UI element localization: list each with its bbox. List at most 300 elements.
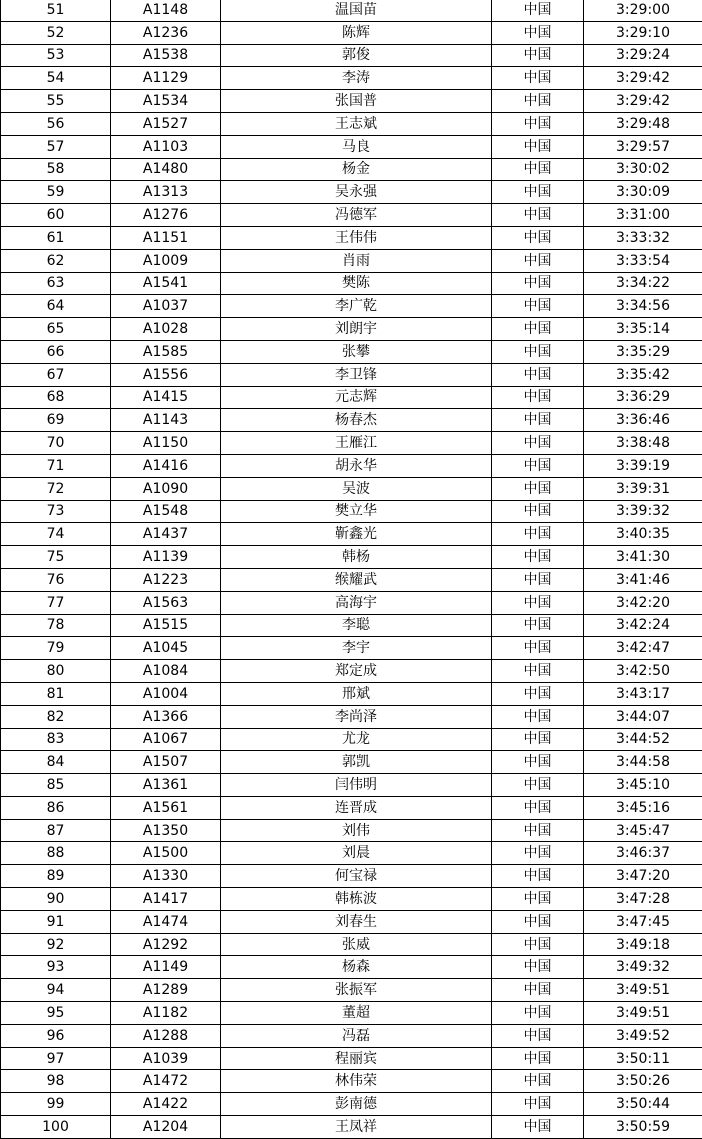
country-cell: 中国 <box>492 819 584 842</box>
table-row <box>1 660 702 683</box>
table-row <box>1 888 702 911</box>
country-cell: 中国 <box>492 363 584 386</box>
bib-cell: A1009 <box>111 249 221 272</box>
table-row <box>1 1093 702 1116</box>
table-row <box>1 112 702 135</box>
table-row <box>1 682 702 705</box>
country-cell: 中国 <box>492 546 584 569</box>
time-cell: 3:49:18 <box>584 933 702 956</box>
rank-cell: 51 <box>1 0 111 21</box>
country-cell: 中国 <box>492 44 584 67</box>
rank-cell: 81 <box>1 682 111 705</box>
bib-cell: A1527 <box>111 112 221 135</box>
country-cell: 中国 <box>492 1093 584 1116</box>
time-cell: 3:47:45 <box>584 910 702 933</box>
country-cell: 中国 <box>492 660 584 683</box>
country-cell: 中国 <box>492 523 584 546</box>
rank-cell: 63 <box>1 272 111 295</box>
bib-cell: A1561 <box>111 796 221 819</box>
name-cell: 李宇 <box>221 637 492 660</box>
country-cell: 中国 <box>492 477 584 500</box>
name-cell: 张振军 <box>221 979 492 1002</box>
bib-cell: A1129 <box>111 67 221 90</box>
time-cell: 3:42:20 <box>584 591 702 614</box>
rank-cell: 67 <box>1 363 111 386</box>
table-row <box>1 181 702 204</box>
rank-cell: 69 <box>1 409 111 432</box>
time-cell: 3:33:54 <box>584 249 702 272</box>
name-cell: 刘伟 <box>221 819 492 842</box>
country-cell: 中国 <box>492 568 584 591</box>
table-row <box>1 386 702 409</box>
bib-cell: A1366 <box>111 705 221 728</box>
time-cell: 3:29:24 <box>584 44 702 67</box>
bib-cell: A1037 <box>111 295 221 318</box>
time-cell: 3:30:02 <box>584 158 702 181</box>
name-cell: 连晋成 <box>221 796 492 819</box>
time-cell: 3:49:51 <box>584 979 702 1002</box>
time-cell: 3:45:16 <box>584 796 702 819</box>
country-cell: 中国 <box>492 1002 584 1025</box>
rank-cell: 72 <box>1 477 111 500</box>
rank-cell: 98 <box>1 1070 111 1093</box>
results-table-body <box>1 0 702 1138</box>
country-cell: 中国 <box>492 705 584 728</box>
bib-cell: A1563 <box>111 591 221 614</box>
table-row <box>1 591 702 614</box>
bib-cell: A1534 <box>111 90 221 113</box>
time-cell: 3:44:07 <box>584 705 702 728</box>
rank-cell: 94 <box>1 979 111 1002</box>
rank-cell: 56 <box>1 112 111 135</box>
bib-cell: A1103 <box>111 135 221 158</box>
table-row <box>1 90 702 113</box>
table-row <box>1 842 702 865</box>
name-cell: 温国苗 <box>221 0 492 21</box>
time-cell: 3:47:28 <box>584 888 702 911</box>
bib-cell: A1538 <box>111 44 221 67</box>
rank-cell: 64 <box>1 295 111 318</box>
country-cell: 中国 <box>492 728 584 751</box>
bib-cell: A1289 <box>111 979 221 1002</box>
time-cell: 3:44:58 <box>584 751 702 774</box>
bib-cell: A1548 <box>111 500 221 523</box>
time-cell: 3:39:32 <box>584 500 702 523</box>
country-cell: 中国 <box>492 181 584 204</box>
country-cell: 中国 <box>492 318 584 341</box>
name-cell: 闫伟明 <box>221 774 492 797</box>
name-cell: 吴波 <box>221 477 492 500</box>
time-cell: 3:49:32 <box>584 956 702 979</box>
rank-cell: 87 <box>1 819 111 842</box>
time-cell: 3:50:59 <box>584 1116 702 1139</box>
table-row <box>1 956 702 979</box>
name-cell: 郭凯 <box>221 751 492 774</box>
bib-cell: A1415 <box>111 386 221 409</box>
country-cell: 中国 <box>492 1024 584 1047</box>
rank-cell: 89 <box>1 865 111 888</box>
country-cell: 中国 <box>492 774 584 797</box>
name-cell: 肖雨 <box>221 249 492 272</box>
time-cell: 3:45:47 <box>584 819 702 842</box>
country-cell: 中国 <box>492 295 584 318</box>
country-cell: 中国 <box>492 90 584 113</box>
country-cell: 中国 <box>492 888 584 911</box>
table-row <box>1 477 702 500</box>
table-row <box>1 318 702 341</box>
name-cell: 郭俊 <box>221 44 492 67</box>
rank-cell: 79 <box>1 637 111 660</box>
name-cell: 李尚泽 <box>221 705 492 728</box>
country-cell: 中国 <box>492 500 584 523</box>
table-row <box>1 774 702 797</box>
bib-cell: A1090 <box>111 477 221 500</box>
bib-cell: A1474 <box>111 910 221 933</box>
table-row <box>1 910 702 933</box>
time-cell: 3:34:22 <box>584 272 702 295</box>
country-cell: 中国 <box>492 682 584 705</box>
table-row <box>1 1002 702 1025</box>
time-cell: 3:29:00 <box>584 0 702 21</box>
table-row <box>1 226 702 249</box>
rank-cell: 53 <box>1 44 111 67</box>
time-cell: 3:30:09 <box>584 181 702 204</box>
bib-cell: A1204 <box>111 1116 221 1139</box>
time-cell: 3:35:14 <box>584 318 702 341</box>
table-row <box>1 979 702 1002</box>
name-cell: 李卫锋 <box>221 363 492 386</box>
name-cell: 杨春杰 <box>221 409 492 432</box>
rank-cell: 75 <box>1 546 111 569</box>
rank-cell: 100 <box>1 1116 111 1139</box>
name-cell: 林伟荣 <box>221 1070 492 1093</box>
time-cell: 3:31:00 <box>584 204 702 227</box>
rank-cell: 54 <box>1 67 111 90</box>
table-row <box>1 1047 702 1070</box>
bib-cell: A1361 <box>111 774 221 797</box>
table-row <box>1 363 702 386</box>
time-cell: 3:45:10 <box>584 774 702 797</box>
country-cell: 中国 <box>492 637 584 660</box>
time-cell: 3:40:35 <box>584 523 702 546</box>
rank-cell: 82 <box>1 705 111 728</box>
name-cell: 尤龙 <box>221 728 492 751</box>
country-cell: 中国 <box>492 158 584 181</box>
time-cell: 3:29:10 <box>584 21 702 44</box>
name-cell: 冯德军 <box>221 204 492 227</box>
table-row <box>1 523 702 546</box>
rank-cell: 74 <box>1 523 111 546</box>
time-cell: 3:46:37 <box>584 842 702 865</box>
rank-cell: 58 <box>1 158 111 181</box>
name-cell: 樊立华 <box>221 500 492 523</box>
name-cell: 王雁江 <box>221 432 492 455</box>
time-cell: 3:49:51 <box>584 1002 702 1025</box>
name-cell: 程丽宾 <box>221 1047 492 1070</box>
country-cell: 中国 <box>492 0 584 21</box>
bib-cell: A1039 <box>111 1047 221 1070</box>
bib-cell: A1480 <box>111 158 221 181</box>
bib-cell: A1236 <box>111 21 221 44</box>
rank-cell: 85 <box>1 774 111 797</box>
rank-cell: 83 <box>1 728 111 751</box>
name-cell: 李涛 <box>221 67 492 90</box>
bib-cell: A1437 <box>111 523 221 546</box>
rank-cell: 96 <box>1 1024 111 1047</box>
country-cell: 中国 <box>492 340 584 363</box>
table-row <box>1 1116 702 1139</box>
bib-cell: A1151 <box>111 226 221 249</box>
country-cell: 中国 <box>492 386 584 409</box>
name-cell: 李广乾 <box>221 295 492 318</box>
time-cell: 3:44:52 <box>584 728 702 751</box>
time-cell: 3:42:24 <box>584 614 702 637</box>
name-cell: 韩栋波 <box>221 888 492 911</box>
time-cell: 3:47:20 <box>584 865 702 888</box>
bib-cell: A1585 <box>111 340 221 363</box>
name-cell: 杨森 <box>221 956 492 979</box>
time-cell: 3:41:30 <box>584 546 702 569</box>
bib-cell: A1067 <box>111 728 221 751</box>
time-cell: 3:50:26 <box>584 1070 702 1093</box>
bib-cell: A1084 <box>111 660 221 683</box>
rank-cell: 77 <box>1 591 111 614</box>
name-cell: 何宝禄 <box>221 865 492 888</box>
rank-cell: 84 <box>1 751 111 774</box>
country-cell: 中国 <box>492 591 584 614</box>
table-row <box>1 1024 702 1047</box>
time-cell: 3:36:46 <box>584 409 702 432</box>
rank-cell: 70 <box>1 432 111 455</box>
table-row <box>1 272 702 295</box>
bib-cell: A1150 <box>111 432 221 455</box>
table-row <box>1 158 702 181</box>
rank-cell: 62 <box>1 249 111 272</box>
country-cell: 中国 <box>492 910 584 933</box>
bib-cell: A1330 <box>111 865 221 888</box>
rank-cell: 60 <box>1 204 111 227</box>
name-cell: 樊陈 <box>221 272 492 295</box>
table-row <box>1 546 702 569</box>
name-cell: 元志辉 <box>221 386 492 409</box>
country-cell: 中国 <box>492 21 584 44</box>
name-cell: 刘朗宇 <box>221 318 492 341</box>
time-cell: 3:42:47 <box>584 637 702 660</box>
name-cell: 缑耀武 <box>221 568 492 591</box>
rank-cell: 59 <box>1 181 111 204</box>
rank-cell: 65 <box>1 318 111 341</box>
country-cell: 中国 <box>492 409 584 432</box>
bib-cell: A1416 <box>111 454 221 477</box>
table-row <box>1 865 702 888</box>
name-cell: 杨金 <box>221 158 492 181</box>
country-cell: 中国 <box>492 135 584 158</box>
name-cell: 韩杨 <box>221 546 492 569</box>
time-cell: 3:29:42 <box>584 67 702 90</box>
bib-cell: A1292 <box>111 933 221 956</box>
rank-cell: 93 <box>1 956 111 979</box>
time-cell: 3:29:57 <box>584 135 702 158</box>
bib-cell: A1223 <box>111 568 221 591</box>
bib-cell: A1472 <box>111 1070 221 1093</box>
table-row <box>1 728 702 751</box>
rank-cell: 52 <box>1 21 111 44</box>
rank-cell: 68 <box>1 386 111 409</box>
bib-cell: A1276 <box>111 204 221 227</box>
bib-cell: A1515 <box>111 614 221 637</box>
table-row <box>1 135 702 158</box>
table-row <box>1 819 702 842</box>
country-cell: 中国 <box>492 1070 584 1093</box>
country-cell: 中国 <box>492 226 584 249</box>
rank-cell: 91 <box>1 910 111 933</box>
bib-cell: A1182 <box>111 1002 221 1025</box>
rank-cell: 90 <box>1 888 111 911</box>
time-cell: 3:42:50 <box>584 660 702 683</box>
name-cell: 王伟伟 <box>221 226 492 249</box>
country-cell: 中国 <box>492 432 584 455</box>
name-cell: 李聪 <box>221 614 492 637</box>
bib-cell: A1148 <box>111 0 221 21</box>
name-cell: 张威 <box>221 933 492 956</box>
name-cell: 王凤祥 <box>221 1116 492 1139</box>
time-cell: 3:29:48 <box>584 112 702 135</box>
name-cell: 高海宇 <box>221 591 492 614</box>
rank-cell: 71 <box>1 454 111 477</box>
table-row <box>1 614 702 637</box>
name-cell: 彭南德 <box>221 1093 492 1116</box>
time-cell: 3:29:42 <box>584 90 702 113</box>
name-cell: 郑定成 <box>221 660 492 683</box>
table-row <box>1 0 702 21</box>
time-cell: 3:33:32 <box>584 226 702 249</box>
table-row <box>1 500 702 523</box>
bib-cell: A1004 <box>111 682 221 705</box>
time-cell: 3:34:56 <box>584 295 702 318</box>
country-cell: 中国 <box>492 865 584 888</box>
table-row <box>1 67 702 90</box>
name-cell: 刘晨 <box>221 842 492 865</box>
bib-cell: A1350 <box>111 819 221 842</box>
table-row <box>1 933 702 956</box>
rank-cell: 86 <box>1 796 111 819</box>
country-cell: 中国 <box>492 751 584 774</box>
table-row <box>1 705 702 728</box>
name-cell: 董超 <box>221 1002 492 1025</box>
time-cell: 3:36:29 <box>584 386 702 409</box>
time-cell: 3:39:31 <box>584 477 702 500</box>
rank-cell: 55 <box>1 90 111 113</box>
country-cell: 中国 <box>492 842 584 865</box>
time-cell: 3:50:44 <box>584 1093 702 1116</box>
name-cell: 陈辉 <box>221 21 492 44</box>
bib-cell: A1139 <box>111 546 221 569</box>
rank-cell: 80 <box>1 660 111 683</box>
country-cell: 中国 <box>492 979 584 1002</box>
country-cell: 中国 <box>492 1116 584 1139</box>
rank-cell: 73 <box>1 500 111 523</box>
bib-cell: A1541 <box>111 272 221 295</box>
time-cell: 3:49:52 <box>584 1024 702 1047</box>
country-cell: 中国 <box>492 1047 584 1070</box>
bib-cell: A1313 <box>111 181 221 204</box>
country-cell: 中国 <box>492 614 584 637</box>
table-row <box>1 568 702 591</box>
rank-cell: 57 <box>1 135 111 158</box>
bib-cell: A1507 <box>111 751 221 774</box>
country-cell: 中国 <box>492 956 584 979</box>
country-cell: 中国 <box>492 249 584 272</box>
time-cell: 3:35:29 <box>584 340 702 363</box>
time-cell: 3:38:48 <box>584 432 702 455</box>
name-cell: 张国普 <box>221 90 492 113</box>
country-cell: 中国 <box>492 67 584 90</box>
time-cell: 3:50:11 <box>584 1047 702 1070</box>
name-cell: 冯磊 <box>221 1024 492 1047</box>
rank-cell: 97 <box>1 1047 111 1070</box>
bib-cell: A1422 <box>111 1093 221 1116</box>
rank-cell: 95 <box>1 1002 111 1025</box>
name-cell: 张攀 <box>221 340 492 363</box>
table-row <box>1 340 702 363</box>
rank-cell: 92 <box>1 933 111 956</box>
bib-cell: A1028 <box>111 318 221 341</box>
name-cell: 胡永华 <box>221 454 492 477</box>
table-row <box>1 409 702 432</box>
country-cell: 中国 <box>492 933 584 956</box>
bib-cell: A1149 <box>111 956 221 979</box>
time-cell: 3:35:42 <box>584 363 702 386</box>
bib-cell: A1143 <box>111 409 221 432</box>
bib-cell: A1500 <box>111 842 221 865</box>
name-cell: 邢斌 <box>221 682 492 705</box>
table-row <box>1 751 702 774</box>
country-cell: 中国 <box>492 112 584 135</box>
table-row <box>1 637 702 660</box>
rank-cell: 88 <box>1 842 111 865</box>
table-row <box>1 295 702 318</box>
rank-cell: 76 <box>1 568 111 591</box>
bib-cell: A1417 <box>111 888 221 911</box>
time-cell: 3:43:17 <box>584 682 702 705</box>
table-row <box>1 44 702 67</box>
rank-cell: 99 <box>1 1093 111 1116</box>
name-cell: 吴永强 <box>221 181 492 204</box>
rank-cell: 61 <box>1 226 111 249</box>
rank-cell: 66 <box>1 340 111 363</box>
table-row <box>1 454 702 477</box>
table-row <box>1 204 702 227</box>
time-cell: 3:41:46 <box>584 568 702 591</box>
table-row <box>1 432 702 455</box>
country-cell: 中国 <box>492 454 584 477</box>
table-row <box>1 249 702 272</box>
name-cell: 靳鑫光 <box>221 523 492 546</box>
rank-cell: 78 <box>1 614 111 637</box>
bib-cell: A1288 <box>111 1024 221 1047</box>
country-cell: 中国 <box>492 204 584 227</box>
table-row <box>1 21 702 44</box>
table-row <box>1 796 702 819</box>
country-cell: 中国 <box>492 796 584 819</box>
country-cell: 中国 <box>492 272 584 295</box>
bib-cell: A1045 <box>111 637 221 660</box>
name-cell: 王志斌 <box>221 112 492 135</box>
bib-cell: A1556 <box>111 363 221 386</box>
name-cell: 马良 <box>221 135 492 158</box>
time-cell: 3:39:19 <box>584 454 702 477</box>
name-cell: 刘春生 <box>221 910 492 933</box>
